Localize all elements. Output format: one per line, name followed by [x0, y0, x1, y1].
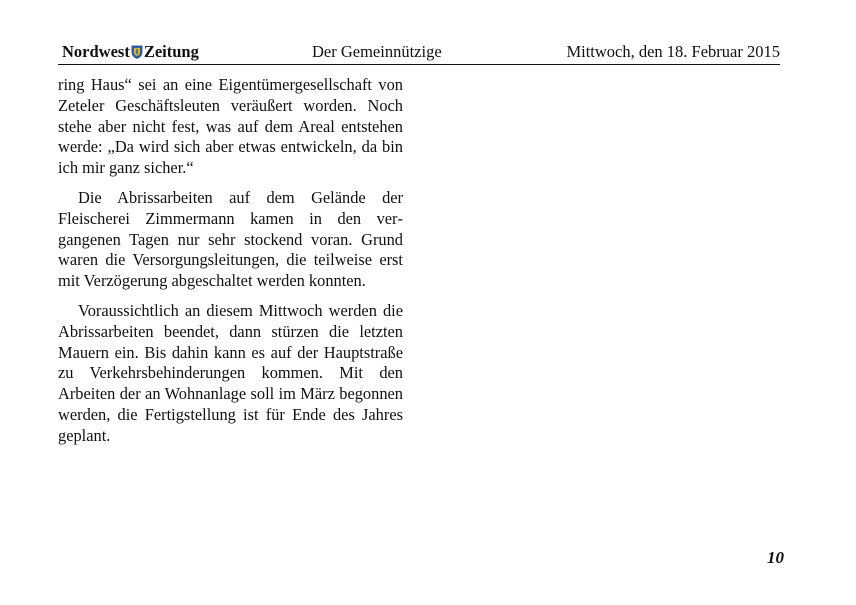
section-title: Der Gemeinnützige [312, 42, 442, 61]
article-paragraph: ring Haus“ sei an eine Eigentümergesellschaft von Zeteler Geschäftsleuten veräußert worden. Noch stehe aber nicht fest, was auf dem Areal entstehen werde: „Da wird sich aber etwas entwickeln, da bin ich mir ganz sicher.“ [58, 75, 403, 178]
issue-date: Mittwoch, den 18. Februar 2015 [566, 42, 780, 61]
page-number: 10 [767, 548, 784, 567]
newspaper-logo [62, 42, 199, 62]
article-paragraph: Die Abrissarbeiten auf dem Gelände der Fleischerei Zimmermann kamen in den vergangenen Tagen nur sehr stockend voran. Grund waren die Versorgungsleitungen, die teilweise erst mit Verzögerung abgeschaltet werden konnten. [58, 187, 403, 291]
brand-name-right: Zeitung [143, 42, 199, 61]
article-body [58, 75, 403, 447]
brand-name-left: Nordwest [62, 42, 130, 61]
article-paragraph: Voraussichtlich an diesem Mittwoch werden die Abrissarbeiten beendet, dann stürzen die letzten Mauern ein. Bis dahin kann es auf der Hauptstraße zu Verkehrsbehinderungen kommen. Mit den Arbeiten der an Wohnanlage soll im März begonnen werden, die Fertigstellung ist für Ende des Jahres geplant. [58, 300, 403, 445]
page-header [58, 42, 780, 65]
crest-icon [131, 44, 143, 58]
